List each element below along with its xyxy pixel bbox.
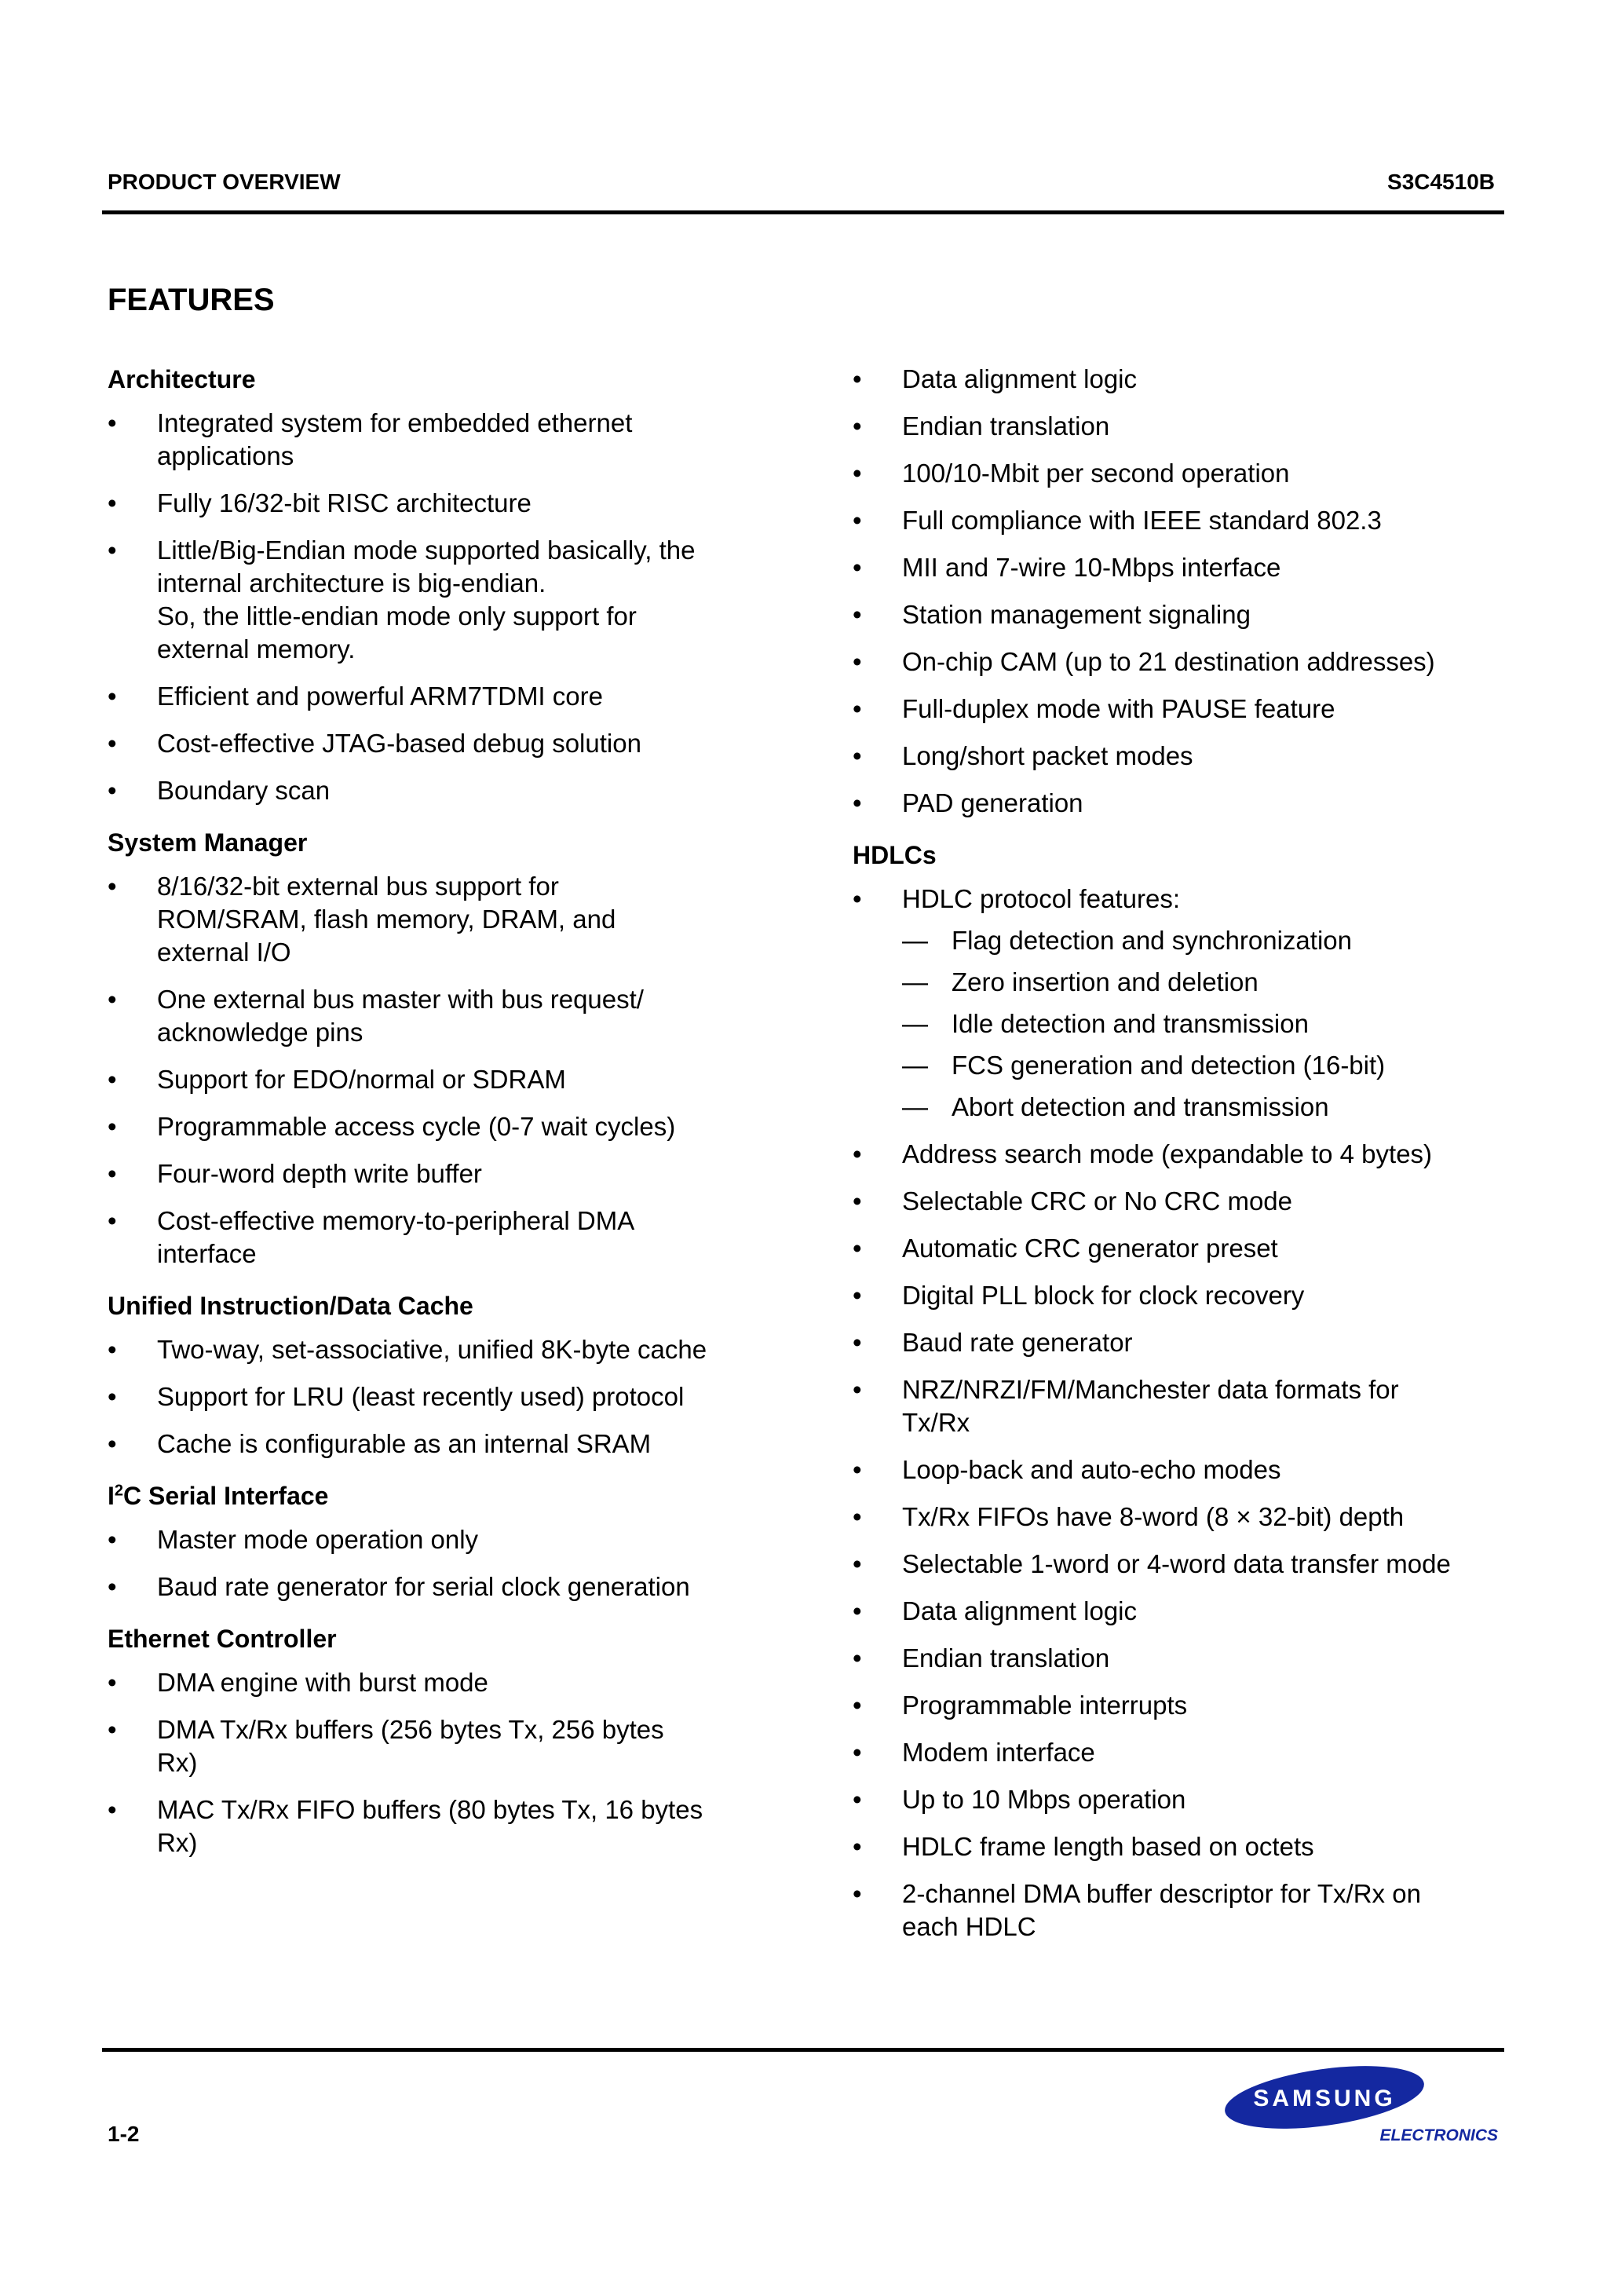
bullet-icon: • xyxy=(853,553,862,582)
bullet-icon: • xyxy=(853,1375,862,1404)
list-item: • On-chip CAM (up to 21 destination addresses) xyxy=(853,645,1512,678)
dash-icon: — xyxy=(902,1009,928,1038)
cache-list xyxy=(108,1333,759,1461)
bullet-icon: • xyxy=(108,1525,117,1554)
dash-icon: — xyxy=(902,1092,928,1121)
list-item: • Loop-back and auto-echo modes xyxy=(853,1453,1512,1486)
list-item: • 8/16/32-bit external bus support for ROM/SRAM, flash memory, DRAM, and external I/O xyxy=(108,872,616,967)
list-item: • Little/Big-Endian mode supported basically, the internal architecture is big-endian. So, the little-endian mode only support for external memory. xyxy=(108,536,696,664)
system-manager-list xyxy=(108,870,759,1270)
list-item: • Up to 10 Mbps operation xyxy=(853,1783,1512,1816)
samsung-electronics-logo xyxy=(1221,2061,1503,2148)
list-item: • Programmable access cycle (0-7 wait cycles) xyxy=(108,1110,759,1143)
ethernet-list xyxy=(108,1666,759,1859)
list-item: • Data alignment logic xyxy=(853,363,1512,396)
bullet-icon: • xyxy=(853,1139,862,1168)
list-item: • Cost-effective JTAG-based debug solution xyxy=(108,727,759,760)
bullet-icon: • xyxy=(853,741,862,770)
bullet-icon: • xyxy=(108,1795,117,1824)
list-item: • Baud rate generator for serial clock generation xyxy=(108,1570,759,1603)
footer-rule xyxy=(102,2048,1504,2052)
right-column xyxy=(853,363,1512,1943)
sub-list-item: — Idle detection and transmission xyxy=(853,1007,1512,1040)
architecture-title: Architecture xyxy=(108,365,256,393)
bullet-icon: • xyxy=(108,872,117,901)
list-item: • MII and 7-wire 10-Mbps interface xyxy=(853,551,1512,584)
list-item: • Selectable CRC or No CRC mode xyxy=(853,1185,1512,1218)
bullet-icon: • xyxy=(853,1785,862,1814)
list-item: • Selectable 1-word or 4-word data transfer mode xyxy=(853,1548,1512,1581)
bullet-icon: • xyxy=(853,1879,862,1908)
list-item: • Full compliance with IEEE standard 802.3 xyxy=(853,504,1512,537)
bullet-icon: • xyxy=(853,1455,862,1484)
list-item: • DMA Tx/Rx buffers (256 bytes Tx, 256 bytes Rx) xyxy=(108,1715,664,1777)
list-item: • Master mode operation only xyxy=(108,1523,759,1556)
bullet-icon: • xyxy=(108,1715,117,1744)
list-item: • NRZ/NRZI/FM/Manchester data formats for Tx/Rx xyxy=(853,1375,1399,1437)
bullet-icon: • xyxy=(853,411,862,441)
bullet-icon: • xyxy=(108,682,117,711)
list-item: • Tx/Rx FIFOs have 8-word (8 × 32-bit) depth xyxy=(853,1501,1512,1534)
list-item: • 100/10-Mbit per second operation xyxy=(853,457,1512,490)
bullet-icon: • xyxy=(108,408,117,437)
list-item: • Fully 16/32-bit RISC architecture xyxy=(108,487,759,520)
i2c-list xyxy=(108,1523,759,1603)
dash-icon: — xyxy=(902,967,928,996)
list-item: • One external bus master with bus request/ acknowledge pins xyxy=(108,985,644,1047)
bullet-icon: • xyxy=(853,1234,862,1263)
bullet-icon: • xyxy=(853,694,862,723)
bullet-icon: • xyxy=(853,600,862,629)
bullet-icon: • xyxy=(853,1832,862,1861)
list-item: • Data alignment logic xyxy=(853,1595,1512,1628)
bullet-icon: • xyxy=(853,1643,862,1673)
system-manager-title: System Manager xyxy=(108,828,308,857)
list-item: • Cost-effective memory-to-peripheral DMA interface xyxy=(108,1206,635,1268)
left-column xyxy=(108,363,759,1859)
bullet-icon: • xyxy=(853,1738,862,1767)
bullet-icon: • xyxy=(108,1382,117,1411)
dash-icon: — xyxy=(902,1051,928,1080)
list-item: • Programmable interrupts xyxy=(853,1689,1512,1722)
list-item: • Endian translation xyxy=(853,410,1512,443)
bullet-icon: • xyxy=(853,1328,862,1357)
electronics-logo-text: ELECTRONICS xyxy=(1379,2126,1498,2144)
list-item: • Cache is configurable as an internal SRAM xyxy=(108,1428,759,1461)
list-item: • Integrated system for embedded ethernet applications xyxy=(108,408,633,470)
cache-title: Unified Instruction/Data Cache xyxy=(108,1292,473,1320)
sub-list-item: — Flag detection and synchronization xyxy=(853,924,1512,957)
list-item: • Four-word depth write buffer xyxy=(108,1157,759,1190)
bullet-icon: • xyxy=(108,985,117,1014)
ethernet-title: Ethernet Controller xyxy=(108,1625,337,1653)
bullet-icon: • xyxy=(108,1112,117,1141)
page-title: FEATURES xyxy=(108,283,275,317)
list-item: • 2-channel DMA buffer descriptor for Tx/Rx on each HDLC xyxy=(853,1879,1421,1941)
hdlc-features-list xyxy=(853,1138,1512,1943)
bullet-icon: • xyxy=(853,1596,862,1625)
bullet-icon: • xyxy=(108,776,117,805)
list-item: • Two-way, set-associative, unified 8K-byte cache xyxy=(108,1333,759,1366)
list-item: • Baud rate generator xyxy=(853,1326,1512,1359)
header-part-number: S3C4510B xyxy=(1387,170,1495,194)
samsung-logo-text: SAMSUNG xyxy=(1253,2086,1396,2111)
header-rule xyxy=(102,210,1504,214)
bullet-icon: • xyxy=(853,1186,862,1216)
dash-icon: — xyxy=(902,926,928,955)
bullet-icon: • xyxy=(853,459,862,488)
list-item: • HDLC protocol features: xyxy=(853,883,1512,916)
list-item: • DMA engine with burst mode xyxy=(108,1666,759,1699)
i2c-title: $I^2C$ Serial Interface xyxy=(108,1482,329,1510)
ethernet-continued-list xyxy=(853,363,1512,820)
sub-list-item: — Zero insertion and deletion xyxy=(853,966,1512,999)
bullet-icon: • xyxy=(853,1281,862,1310)
architecture-list xyxy=(108,407,759,807)
bullet-icon: • xyxy=(108,1065,117,1094)
list-item: • Modem interface xyxy=(853,1736,1512,1769)
bullet-icon: • xyxy=(853,506,862,535)
bullet-icon: • xyxy=(853,1549,862,1578)
bullet-icon: • xyxy=(853,788,862,817)
bullet-icon: • xyxy=(108,1335,117,1364)
bullet-icon: • xyxy=(853,1502,862,1531)
sub-list-item: — FCS generation and detection (16-bit) xyxy=(853,1049,1512,1082)
hdlc-title: HDLCs xyxy=(853,841,937,869)
list-item: • Station management signaling xyxy=(853,598,1512,631)
hdlc-protocol-sublist xyxy=(853,924,1512,1124)
list-item: • Address search mode (expandable to 4 bytes) xyxy=(853,1138,1512,1171)
list-item: • Long/short packet modes xyxy=(853,740,1512,773)
list-item: • Efficient and powerful ARM7TDMI core xyxy=(108,680,759,713)
list-item: • Endian translation xyxy=(853,1642,1512,1675)
list-item: • MAC Tx/Rx FIFO buffers (80 bytes Tx, 16 bytes Rx) xyxy=(108,1795,703,1857)
bullet-icon: • xyxy=(853,884,862,913)
bullet-icon: • xyxy=(108,1206,117,1235)
list-item: • HDLC frame length based on octets xyxy=(853,1830,1512,1863)
bullet-icon: • xyxy=(108,1668,117,1697)
page-number: 1-2 xyxy=(108,2122,140,2146)
list-item: • Full-duplex mode with PAUSE feature xyxy=(853,693,1512,726)
bullet-icon: • xyxy=(108,729,117,758)
bullet-icon: • xyxy=(108,1572,117,1601)
list-item: • Automatic CRC generator preset xyxy=(853,1232,1512,1265)
header-section: PRODUCT OVERVIEW xyxy=(108,170,341,194)
bullet-icon: • xyxy=(108,1159,117,1188)
hdlc-list xyxy=(853,883,1512,916)
list-item: • Support for LRU (least recently used) protocol xyxy=(108,1380,759,1413)
list-item: • Digital PLL block for clock recovery xyxy=(853,1279,1512,1312)
bullet-icon: • xyxy=(853,1691,862,1720)
bullet-icon: • xyxy=(853,647,862,676)
list-item: • Support for EDO/normal or SDRAM xyxy=(108,1063,759,1096)
sub-list-item: — Abort detection and transmission xyxy=(853,1091,1512,1124)
bullet-icon: • xyxy=(108,488,117,517)
bullet-icon: • xyxy=(108,536,117,565)
bullet-icon: • xyxy=(853,364,862,393)
bullet-icon: • xyxy=(108,1429,117,1458)
list-item: • PAD generation xyxy=(853,787,1512,820)
list-item: • Boundary scan xyxy=(108,774,759,807)
